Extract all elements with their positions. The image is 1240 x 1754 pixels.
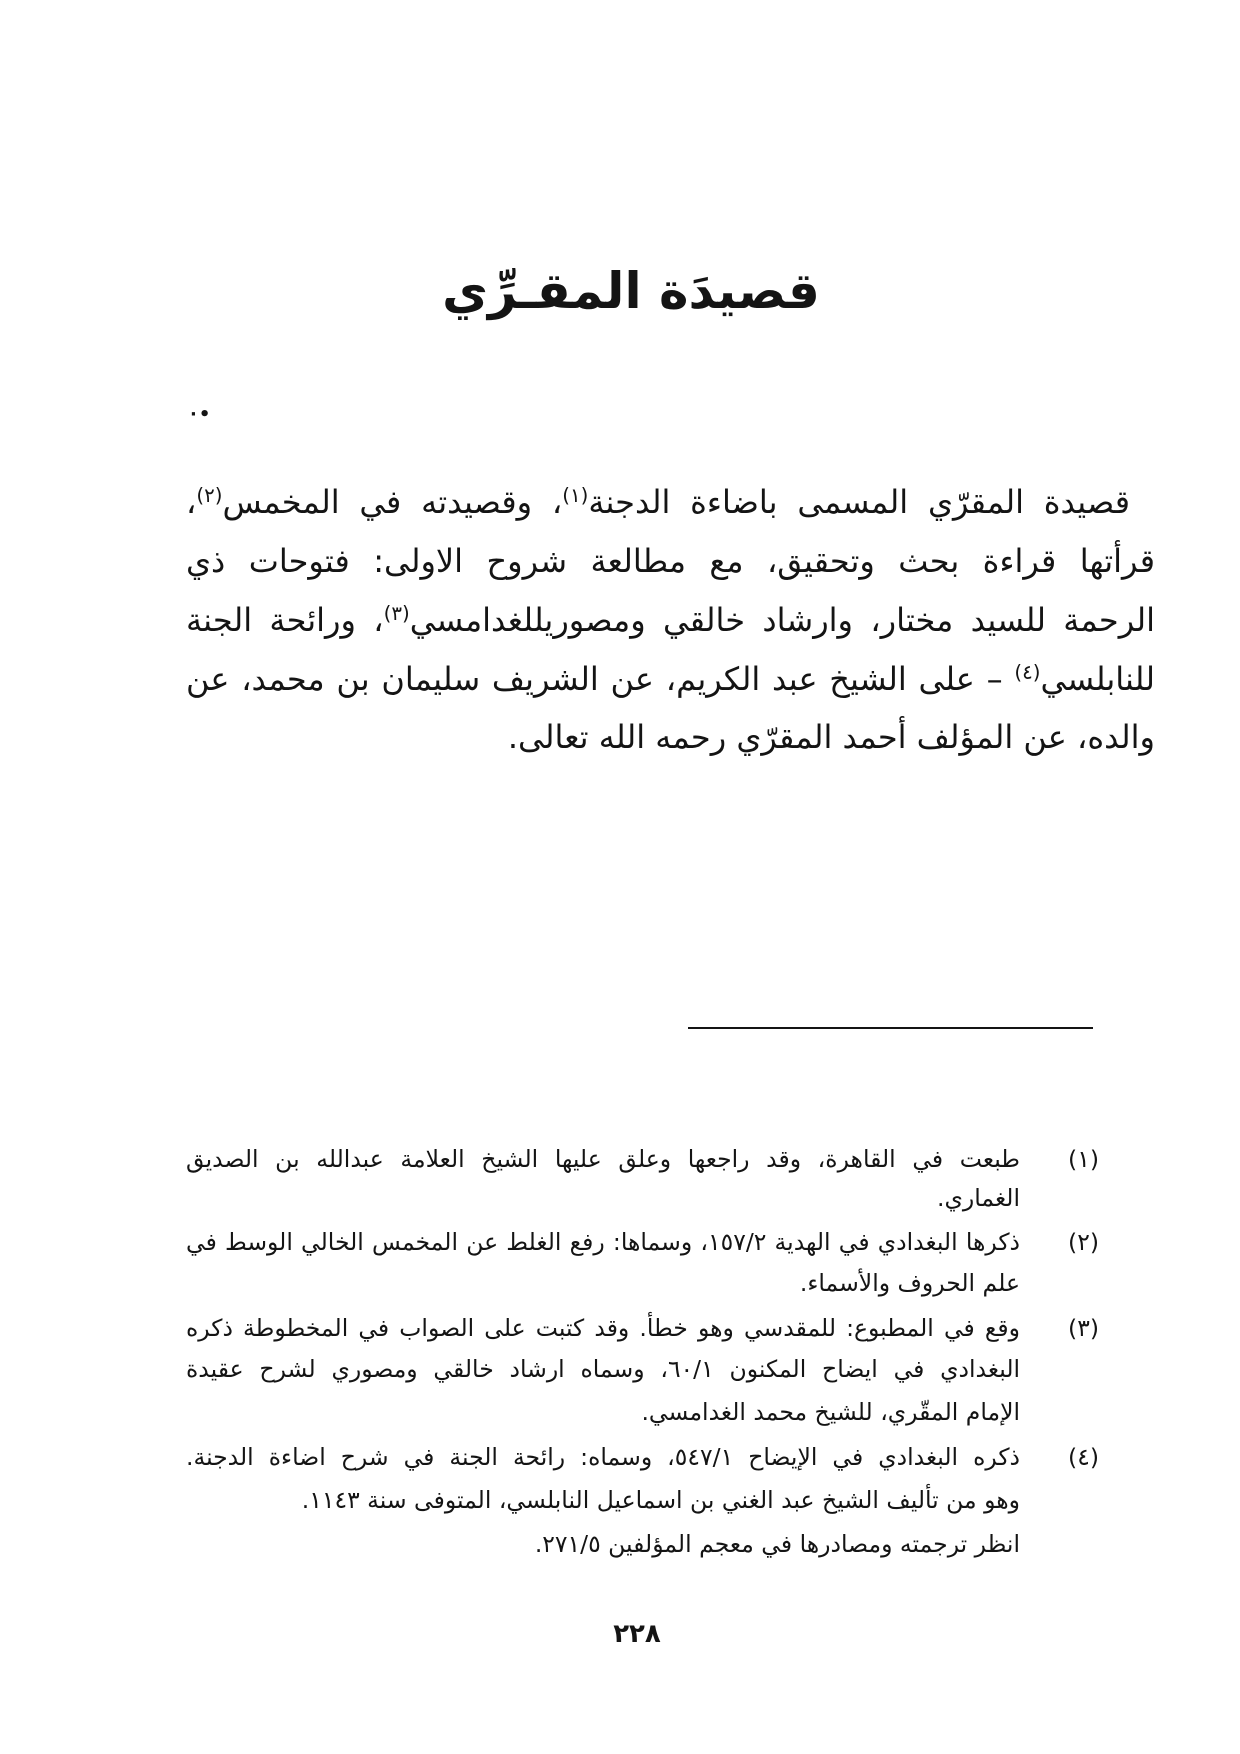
footnote-line: وقع في المطبوع: للمقدسي وهو خطأ. وقد كتبت على الصواب في المخطوطة ذكره: [186, 1314, 1020, 1342]
footnote: [150, 1310, 1110, 1430]
body-text: ، ورائحة الجنة: [186, 601, 384, 639]
body-text: والده، عن المؤلف أحمد المقرّي رحمه الله تعالى.: [507, 718, 1155, 756]
page-title: قصيدَة المقـرِّي: [442, 262, 820, 320]
footnote-separator: [688, 1027, 1093, 1029]
footnote-line: طبعت في القاهرة، وقد راجعها وعلق عليها الشيخ العلامة عبدالله بن الصديق: [186, 1145, 1020, 1173]
body-text: – على الشيخ عبد الكريم، عن الشريف سليمان بن محمد، عن: [186, 660, 1015, 698]
body-text: ،: [186, 483, 197, 521]
footnote-line: الغماري.: [937, 1184, 1020, 1212]
footnote-ref: (٣): [383, 602, 410, 626]
body-text: قرأتها قراءة بحث وتحقيق، مع مطالعة شروح الاولى: فتوحات ذي: [186, 542, 1155, 580]
footnote-ref: (١): [562, 484, 589, 508]
footnote-line: وهو من تأليف الشيخ عبد الغني بن اسماعيل النابلسي، المتوفى سنة ١١٤٣.: [301, 1486, 1020, 1514]
body-text: قصيدة المقرّي المسمى باضاءة الدجنة: [588, 483, 1131, 521]
footnote-line: علم الحروف والأسماء.: [799, 1269, 1020, 1297]
footnote-line: البغدادي في ايضاح المكنون ٦٠/١، وسماه ارشاد خالقي ومصوري لشرح عقيدة: [186, 1355, 1021, 1383]
body-line: [186, 713, 1155, 761]
body-paragraph: [150, 470, 1156, 756]
footnote: [150, 1224, 1110, 1301]
body-line: [186, 596, 1155, 644]
footnote-line: انظر ترجمته ومصادرها في معجم المؤلفين ٢٧١/٥.: [534, 1530, 1020, 1558]
body-line: [186, 655, 1155, 703]
footnote-number: (٤): [1068, 1443, 1099, 1471]
footnote-number: (٢): [1068, 1228, 1099, 1256]
footnote: [150, 1141, 1110, 1216]
body-line: [186, 537, 1155, 585]
body-text: للنابلسي: [1040, 660, 1155, 698]
page-number: ٢٢٨: [613, 1619, 661, 1649]
body-text: الرحمة للسيد مختار، وارشاد خالقي ومصوريللغدامسي: [409, 601, 1156, 639]
footnote-line: ذكرها البغدادي في الهدية ١٥٧/٢، وسماها: رفع الغلط عن المخمس الخالي الوسط في: [186, 1228, 1020, 1256]
footnote-line: ذكره البغدادي في الإيضاح ٥٤٧/١، وسماه: رائحة الجنة في شرح اضاءة الدجنة.: [186, 1443, 1020, 1471]
footnote-line: الإمام المقّري، للشيخ محمد الغدامسي.: [641, 1398, 1020, 1426]
footnotes: [150, 1130, 1110, 1570]
footnote-number: (٣): [1068, 1314, 1099, 1342]
footnote-number: (١): [1068, 1145, 1099, 1173]
body-text: ، وقصيدته في المخمس: [222, 483, 563, 521]
corner-mark: ·•: [190, 404, 213, 425]
footnote-ref: (٢): [196, 484, 223, 508]
footnote: [150, 1439, 1110, 1562]
body-line: [186, 478, 1130, 526]
footnote-ref: (٤): [1014, 661, 1041, 685]
